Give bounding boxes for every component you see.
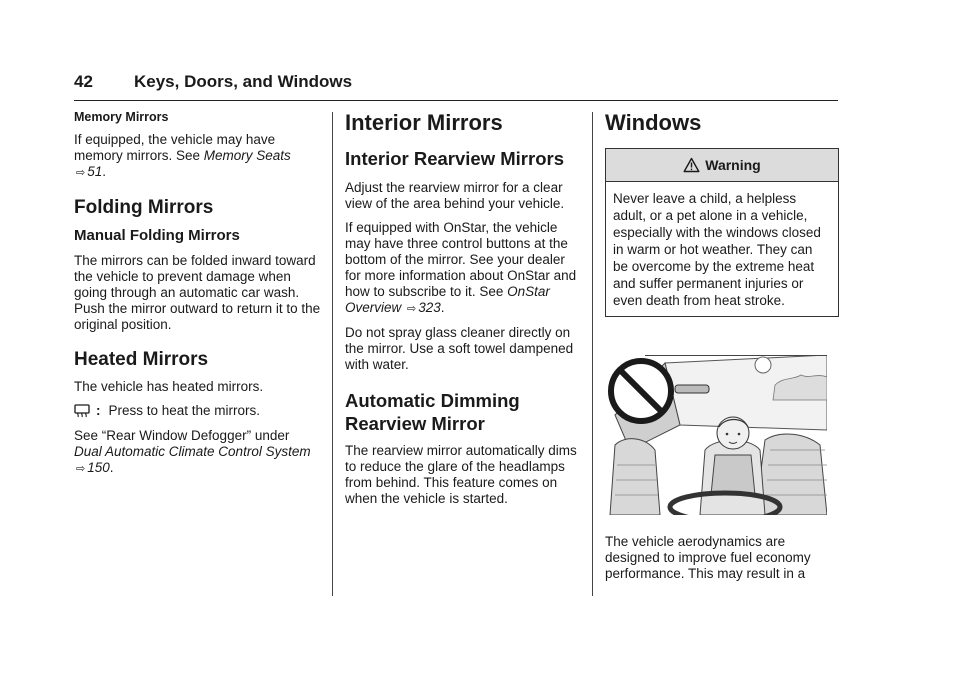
climate-control-link[interactable]: Dual Automatic Climate Control System <box>74 444 311 459</box>
rearview-adjust-text: Adjust the rearview mirror for a clear view of the area behind your vehicle. <box>345 180 565 211</box>
warning-title: Warning <box>705 157 761 173</box>
defog-text: Press to heat the mirrors. <box>108 403 261 418</box>
heated-mirrors-text: The vehicle has heated mirrors. <box>74 379 264 394</box>
column-divider-1 <box>332 112 333 596</box>
column-1 <box>74 110 324 485</box>
climate-control-page-ref[interactable]: 150 <box>87 460 110 475</box>
warning-text: Never leave a child, a helpless adult, or a pet alone in a vehicle, especially with the windows closed in warm or hot weather. They can be overcome by the extreme heat and suffer permanent injuries or even death from heat stroke. <box>613 191 821 308</box>
manual-folding-text: The mirrors can be folded inward toward the vehicle to prevent damage when going through an automatic car wash. Push the mirror outward to return it to the original position. <box>74 253 321 332</box>
aerodynamics-text: The vehicle aerodynamics are designed to improve fuel economy performance. This may result in a <box>605 534 811 581</box>
defog-instruction: : Press to heat the mirrors. <box>74 403 324 418</box>
column-divider-2 <box>592 112 593 596</box>
glass-cleaner-text: Do not spray glass cleaner directly on the mirror. Use a soft towel dampened with water. <box>345 325 574 372</box>
folding-mirrors-heading: Folding Mirrors <box>74 197 214 218</box>
onstar-text: If equipped with OnStar, the vehicle may have three control buttons at the bottom of the mirror. See your dealer for more information about OnStar and how to subscribe to it. See OnStar Overview ⇨ 323. <box>345 220 577 315</box>
page-number: 42 <box>74 72 93 91</box>
column-2 <box>345 110 583 515</box>
onstar-page-ref[interactable]: 323 <box>418 300 441 315</box>
interior-mirrors-heading: Interior Mirrors <box>345 110 503 135</box>
automatic-dimming-heading: Automatic Dimming Rearview Mirror <box>345 390 520 434</box>
column-3 <box>605 110 839 590</box>
page-ref-icon: ⇨ <box>76 167 86 179</box>
warning-triangle-icon <box>683 157 700 173</box>
manual-folding-mirrors-heading: Manual Folding Mirrors <box>74 227 240 244</box>
rear-defog-icon <box>74 404 90 418</box>
memory-mirrors-heading: Memory Mirrors <box>74 110 169 124</box>
memory-seats-page-ref[interactable]: 51 <box>87 164 103 179</box>
interior-rearview-mirrors-heading: Interior Rearview Mirrors <box>345 148 564 169</box>
warning-box <box>605 148 839 317</box>
page-ref-icon: ⇨ <box>407 303 417 315</box>
see-defogger-text: See “Rear Window Defogger” under Dual Automatic Climate Control System ⇨ 150. <box>74 428 311 475</box>
page-ref-icon: ⇨ <box>76 463 86 475</box>
onstar-overview-link[interactable]: OnStar Overview <box>345 284 550 315</box>
automatic-dimming-text: The rearview mirror automatically dims to reduce the glare of the headlamps from behind. This feature comes on when the vehicle is started. <box>345 443 577 506</box>
memory-seats-link[interactable]: Memory Seats <box>203 148 291 163</box>
warning-header <box>606 149 838 182</box>
no-child-in-car-illustration <box>605 355 827 515</box>
page-header <box>74 70 838 101</box>
heated-mirrors-heading: Heated Mirrors <box>74 349 209 370</box>
page-title: Keys, Doors, and Windows <box>134 72 353 91</box>
windows-heading: Windows <box>605 110 702 135</box>
memory-mirrors-text: If equipped, the vehicle may have memory mirrors. See Memory Seats ⇨ 51. <box>74 132 291 179</box>
